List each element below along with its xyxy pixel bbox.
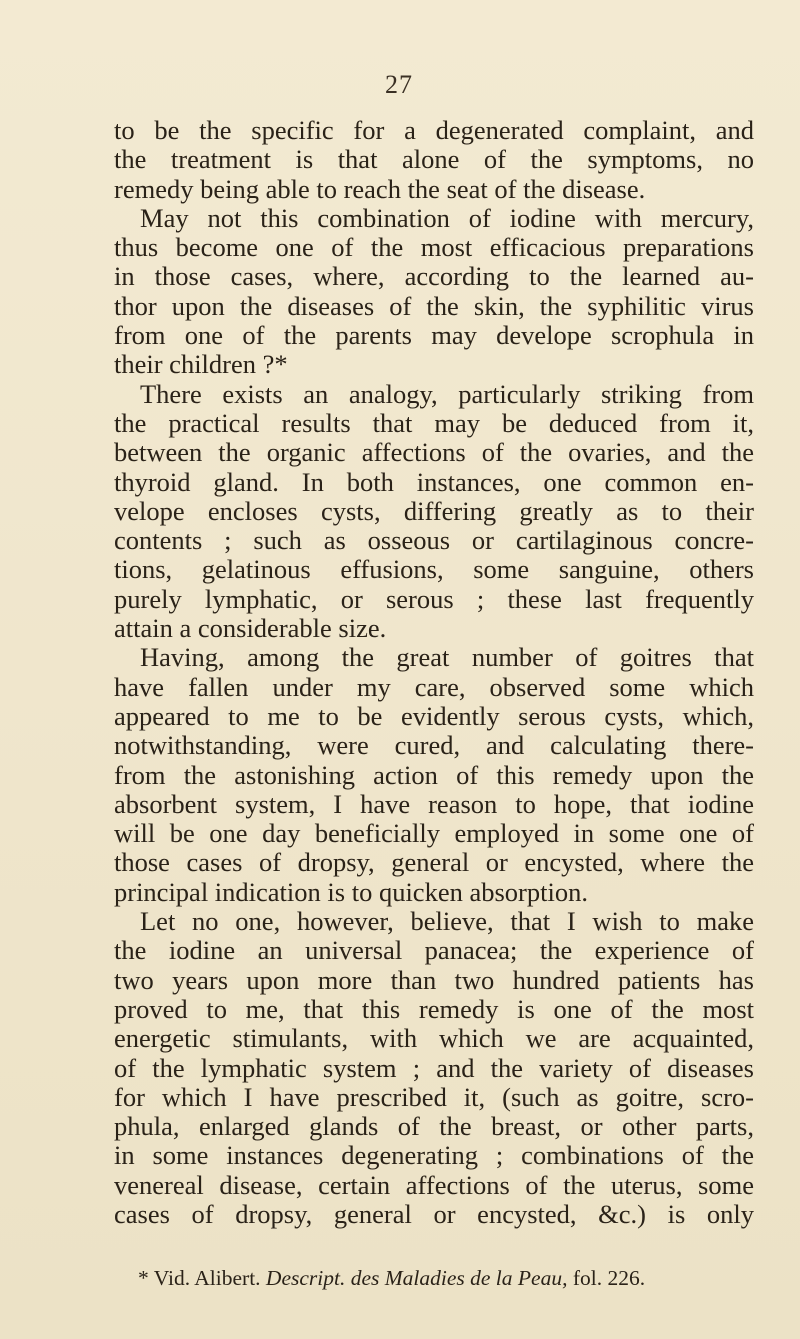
paragraph-start-line: Let no one, however, believe, that I wish to make	[140, 906, 754, 937]
text-line: to be the specific for a degenerated complaint, and	[114, 115, 754, 145]
text-line: for which I have prescribed it, (such as goitre, scro-	[114, 1081, 754, 1112]
text-line: absorbent system, I have reason to hope, that iodine	[114, 788, 754, 819]
text-line: from one of the parents may develope scrophula in	[114, 320, 754, 351]
text-line: their children ?*	[114, 349, 288, 380]
text-line: two years upon more than two hundred patients has	[114, 964, 754, 995]
body-text	[114, 116, 754, 1229]
footnote-prefix: Vid. Alibert.	[153, 1266, 261, 1290]
text-line: cases of dropsy, general or encysted, &c.) is only	[114, 1198, 754, 1229]
text-line: those cases of dropsy, general or encysted, where the	[114, 847, 754, 878]
text-line: proved to me, that this remedy is one of the most	[114, 993, 754, 1024]
text-line: energetic stimulants, with which we are acquainted,	[114, 1023, 754, 1054]
text-line: principal indication is to quicken absorption.	[114, 876, 588, 907]
text-line: in those cases, where, according to the learned au-	[114, 261, 754, 292]
text-line: thus become one of the most efficacious preparations	[114, 232, 754, 263]
text-line: the practical results that may be deduced from it,	[114, 407, 754, 438]
text-line: tions, gelatinous effusions, some sanguine, others	[114, 554, 754, 585]
paragraph-start-line: There exists an analogy, particularly striking from	[140, 378, 754, 409]
page-number: 27	[385, 70, 413, 99]
text-line: notwithstanding, were cured, and calculating there-	[114, 730, 754, 761]
footnote	[138, 1266, 645, 1291]
text-line: thyroid gland. In both instances, one common en-	[114, 466, 754, 497]
text-line: of the lymphatic system ; and the variety of diseases	[114, 1052, 754, 1083]
text-line: velope encloses cysts, differing greatly as to their	[114, 495, 754, 526]
text-line: contents ; such as osseous or cartilaginous concre-	[114, 525, 754, 556]
text-line: venereal disease, certain affections of the uterus, some	[114, 1169, 754, 1200]
text-line: remedy being able to reach the seat of the disease.	[114, 173, 646, 204]
text-line: purely lymphatic, or serous ; these last frequently	[114, 583, 754, 614]
paragraph-start-line: May not this combination of iodine with mercury,	[140, 202, 754, 233]
text-line: phula, enlarged glands of the breast, or other parts,	[114, 1111, 754, 1142]
text-line: thor upon the diseases of the skin, the syphilitic virus	[114, 290, 754, 321]
footnote-title: Descript. des Maladies de la Peau,	[265, 1266, 568, 1290]
text-line: have fallen under my care, observed some which	[114, 671, 754, 702]
text-line: appeared to me to be evidently serous cysts, which,	[114, 700, 754, 731]
footnote-suffix: fol. 226.	[572, 1266, 646, 1290]
text-line: attain a considerable size.	[114, 613, 387, 644]
text-line: will be one day beneficially employed in some one of	[114, 818, 754, 849]
text-line: from the astonishing action of this remedy upon the	[114, 759, 754, 790]
footnote-marker: *	[138, 1266, 149, 1290]
paragraph-start-line: Having, among the great number of goitres that	[140, 642, 754, 673]
text-line: the treatment is that alone of the symptoms, no	[114, 144, 754, 175]
text-line: in some instances degenerating ; combinations of the	[114, 1140, 754, 1171]
text-line: between the organic affections of the ovaries, and the	[114, 437, 754, 468]
text-line: the iodine an universal panacea; the experience of	[114, 935, 754, 966]
